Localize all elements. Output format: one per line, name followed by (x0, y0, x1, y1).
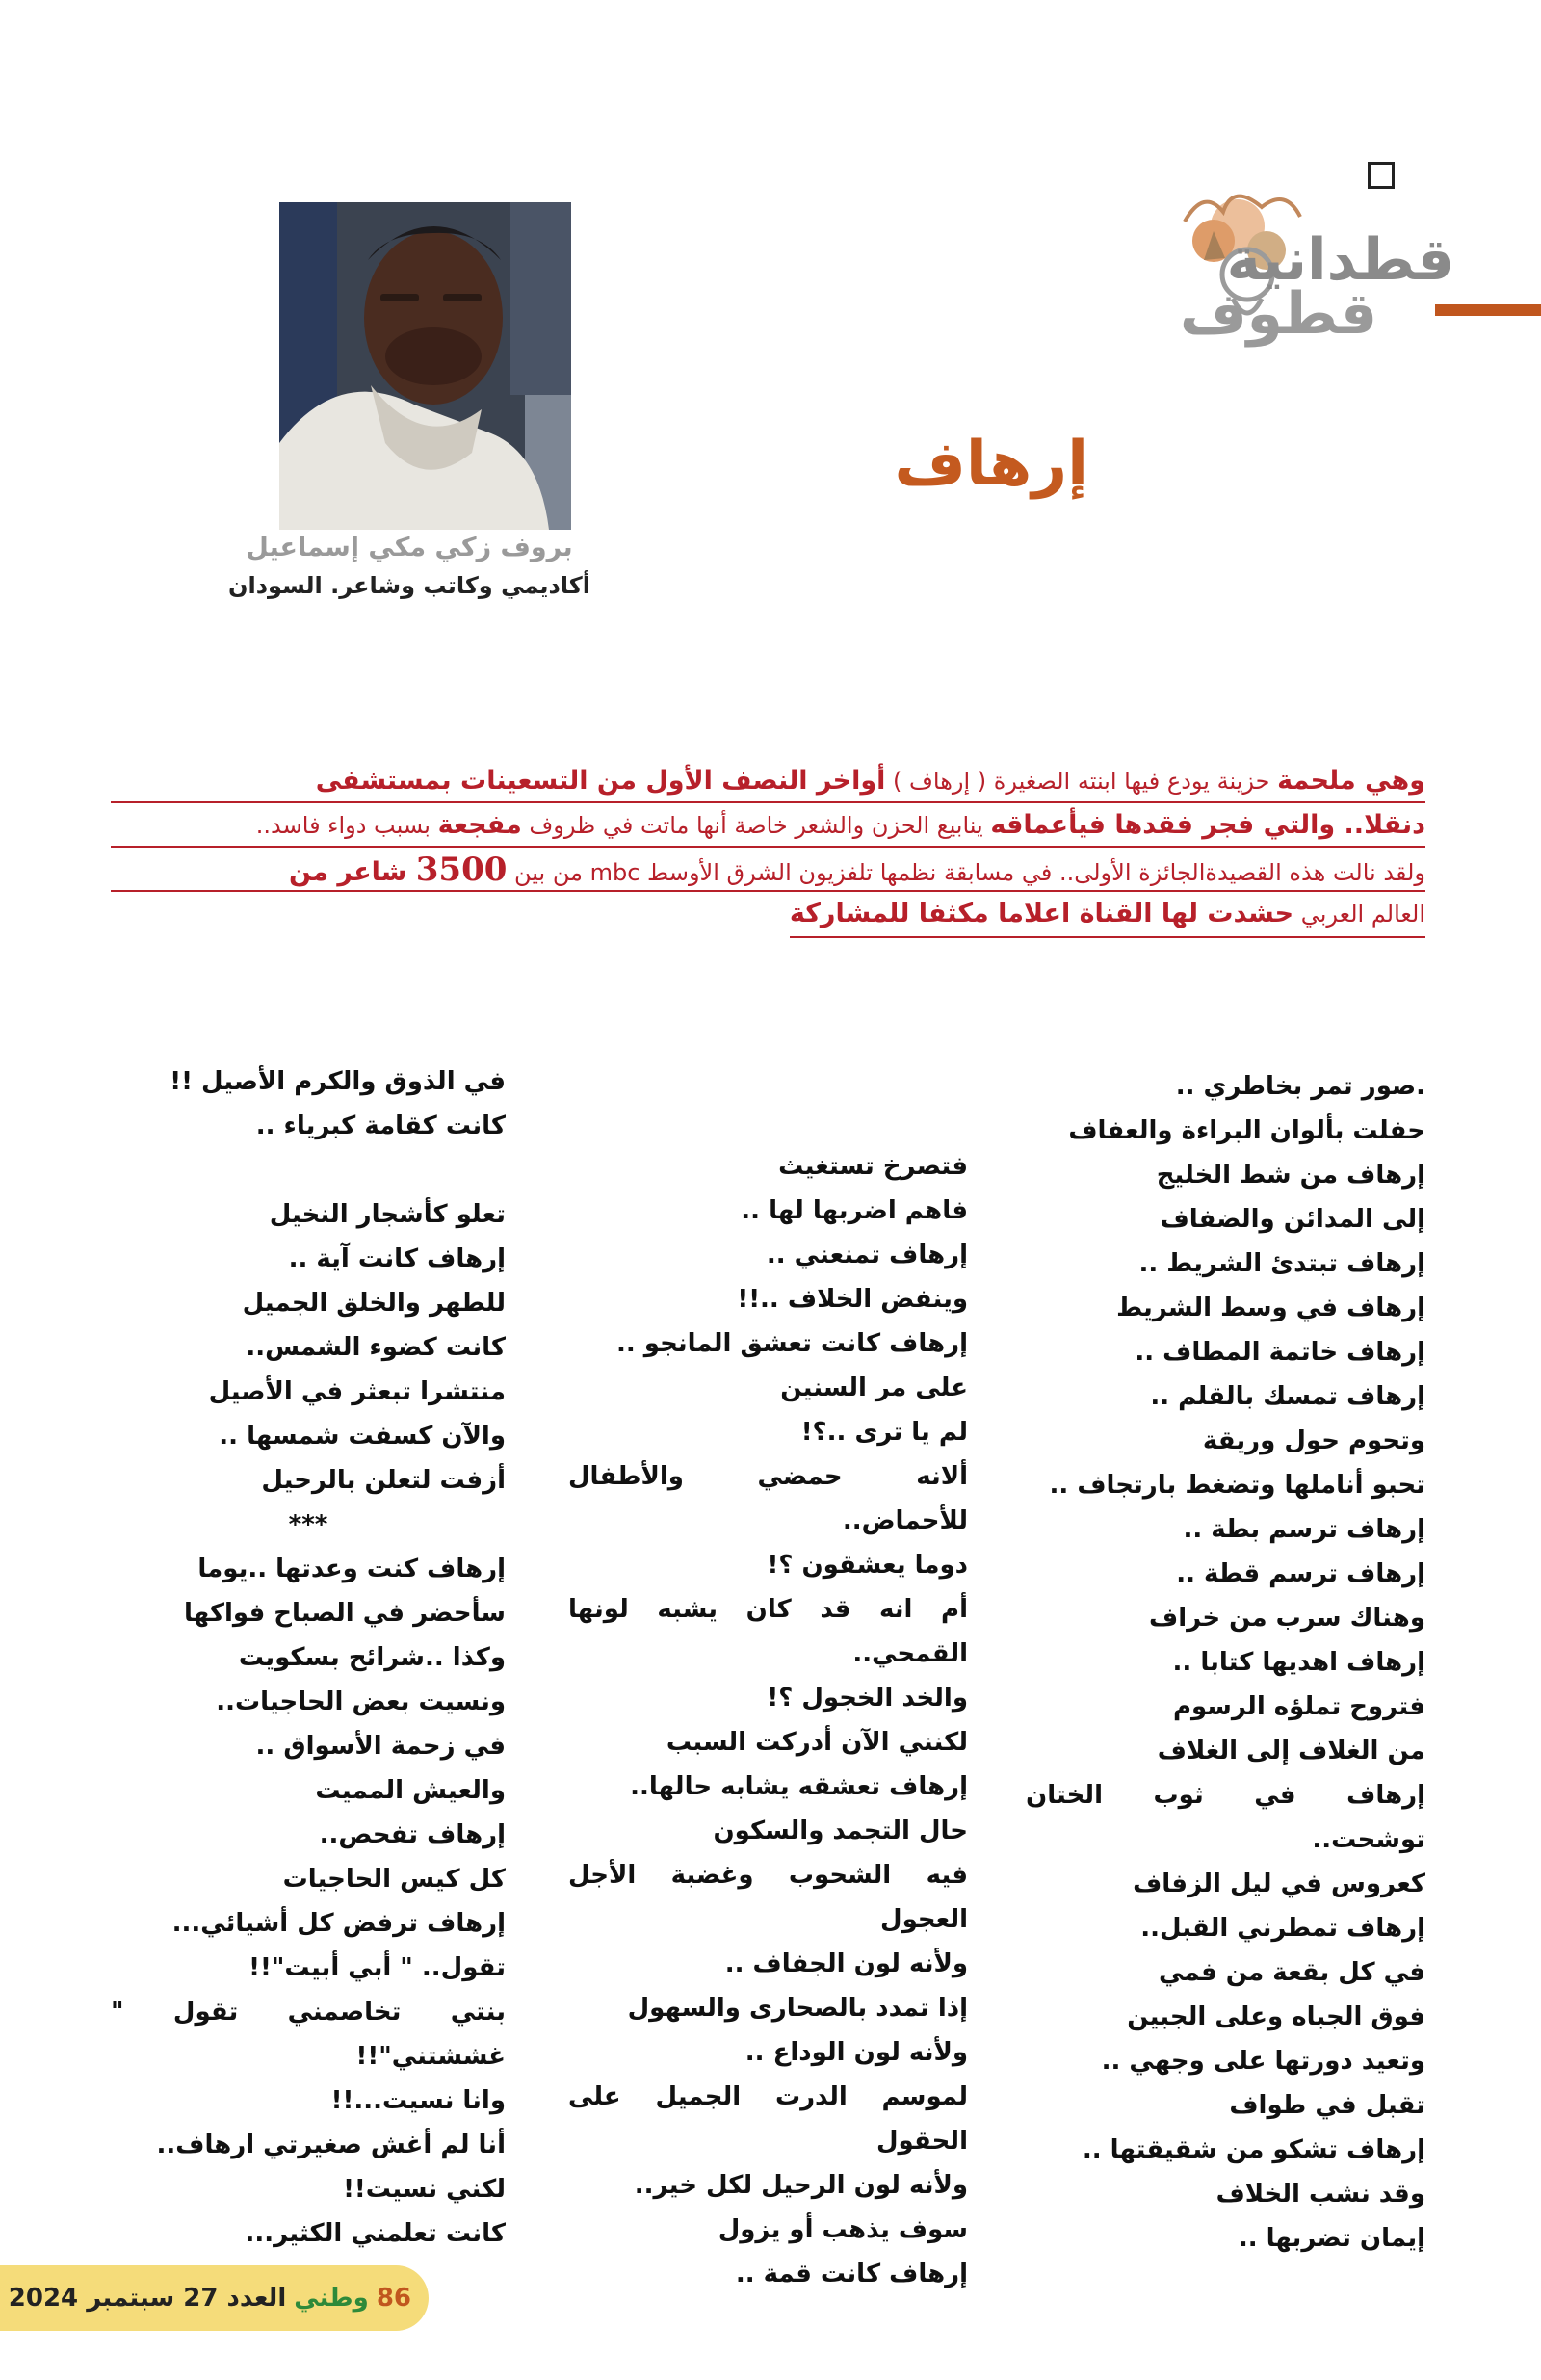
section-rule (1435, 304, 1541, 316)
author-photo (279, 202, 571, 530)
intro-line-1 (111, 759, 1425, 803)
poem-line: إذا تمدد بالصحارى والسهول (627, 1994, 968, 2023)
poem-line: إرهاف كانت تعشق المانجو .. (615, 1329, 968, 1358)
author-title: أكاديمي وكاتب وشاعر. السودان (228, 572, 590, 599)
intro-paragraph (111, 759, 1425, 936)
poem-line: تحبو أناملها وتضغط بارتجاف .. (1049, 1471, 1425, 1500)
page-footer (0, 2265, 429, 2331)
poem-line: إرهاف في وسط الشريط (1116, 1294, 1425, 1322)
poem-line: والعيش المميت (315, 1776, 506, 1805)
poem-line: حال التجمد والسكون (713, 1817, 968, 1845)
poem-line (1026, 1773, 1425, 1818)
poem-line: كانت كضوء الشمس.. (246, 1333, 506, 1362)
poem-line: كعروس في ليل الزفاف (1133, 1870, 1425, 1898)
poem-line: سوف يذهب أو يزول (718, 2215, 968, 2244)
poem-line: دوما يعشقون ؟! (767, 1551, 968, 1580)
poem-word: " (111, 1998, 124, 2027)
poem-line: في الذوق والكرم الأصيل !! (170, 1067, 506, 1096)
intro-text: الجائزة الأولى.. في مسابقة نظمها تلفزيون الشرق الأوسط mbc من بين (507, 859, 1206, 886)
magazine-name: وطني (294, 2284, 369, 2313)
poem-line: كانت تعلمني الكثير... (245, 2219, 506, 2248)
poem-column-right (1026, 1064, 1425, 2261)
poem-word: الشحوب (788, 1861, 892, 1890)
poem-word: تخاصمني (287, 1998, 402, 2027)
poem-line: أزفت لتعلن بالرحيل (261, 1466, 506, 1495)
poem-line: الحقول (876, 2127, 968, 2156)
section-logo-line-2: قطوف (1179, 280, 1377, 348)
poem-line: تعلو كأشجار النخيل (269, 1200, 506, 1229)
poem-word: يشبه (657, 1595, 718, 1624)
poem-line: كل كيس الحاجيات (282, 1865, 506, 1894)
poem-line: ولأنه لون الرحيل لكل خير.. (634, 2171, 968, 2200)
intro-text: أواخر النصف الأول من التسعينات بمستشفى (315, 766, 886, 796)
author-name: بروف زكي مكي إسماعيل (246, 533, 573, 562)
poem-line: فاهم اضربها لها .. (741, 1196, 968, 1225)
poem-line: إرهاف تفحص.. (319, 1820, 506, 1849)
poem-word: ألانه (916, 1462, 968, 1491)
poem-line: إرهاف تمنعني .. (766, 1241, 968, 1269)
poem-line: إلى المدائن والضفاف (1160, 1205, 1425, 1234)
poem-line: للأحماض.. (842, 1506, 968, 1535)
poem-word: انه (878, 1595, 913, 1624)
poem-line: فتروح تملؤه الرسوم (1172, 1692, 1425, 1721)
poem-word: والأطفال (568, 1462, 684, 1491)
intro-text: ينابيع الحزن والشعر خاصة أنها ماتت في ظروف (521, 812, 991, 839)
poem-line: إيمان تضربها .. (1238, 2224, 1425, 2253)
poem-line: على مر السنين (780, 1373, 968, 1402)
intro-line-2 (111, 803, 1425, 848)
intro-text: ولقد نالت هذه القصيدة (1205, 859, 1425, 886)
section-logo (1069, 226, 1454, 348)
poem-line: توشحت.. (1312, 1825, 1425, 1854)
poem-line: إرهاف من شط الخليج (1156, 1161, 1425, 1190)
poem-word: الختان (1026, 1781, 1103, 1810)
poem-line: وتعيد دورتها على وجهي .. (1101, 2047, 1425, 2076)
poem-line: في زحمة الأسواق .. (255, 1732, 506, 1761)
poem-line (111, 1148, 506, 1192)
poem-line (568, 2075, 968, 2119)
poem-line: .صور تمر بخاطري .. (1175, 1072, 1425, 1101)
poem-line: للطهر والخلق الجميل (242, 1289, 506, 1318)
poem-line: لكني نسيت!! (343, 2175, 506, 2204)
poem-line: سأحضر في الصباح فواكها (183, 1599, 506, 1628)
intro-text: حشدت لها القناة اعلاما مكثفا للمشاركة (789, 899, 1294, 928)
intro-text: وهي ملحمة (1277, 766, 1425, 796)
poem-line: القمحي.. (852, 1639, 968, 1668)
poem-title: إرهاف (894, 429, 1088, 500)
poem-line: لم يا ترى ..؟! (800, 1418, 968, 1447)
intro-line-4 (111, 892, 1425, 936)
poem-line: وتحوم حول وريقة (1202, 1426, 1425, 1455)
poem-line: وهناك سرب من خراف (1149, 1604, 1425, 1633)
poem-line: ولأنه لون الوداع .. (744, 2038, 968, 2067)
poem-line: إرهاف تشكو من شقيقتها .. (1082, 2135, 1425, 2164)
poem-word: كان (745, 1595, 792, 1624)
poem-line: العجول (880, 1905, 968, 1934)
intro-text: حزينة يودع فيها ابنته الصغيرة ( إرهاف ) (885, 768, 1278, 795)
poem-line: منتشرا تبعثر في الأصيل (208, 1377, 506, 1406)
poem-line: إرهاف كانت آية .. (288, 1244, 506, 1273)
intro-line-3 (111, 848, 1425, 892)
poem-line (111, 1990, 506, 2034)
poem-word: أم (941, 1595, 968, 1624)
intro-text: أعماقه (990, 810, 1079, 840)
poem-line: وينفض الخلاف ..!! (737, 1285, 968, 1314)
poem-word: الجميل (655, 2082, 742, 2111)
poem-word: حمضي (757, 1462, 843, 1491)
poem-line: فوق الجباه وعلى الجبين (1127, 2002, 1425, 2031)
poem-line: تقبل في طواف (1229, 2091, 1425, 2120)
poem-word: قد (820, 1595, 851, 1624)
poem-word: لونها (568, 1595, 629, 1624)
poem-word: الدرت (774, 2082, 848, 2111)
poem-line: والخد الخجول ؟! (767, 1684, 968, 1713)
issue-info: العدد 27 سبتمبر 2024 (8, 2284, 287, 2313)
intro-number: 3500 (415, 850, 508, 889)
section-logo-line-1: قطدانية (1226, 226, 1454, 294)
poem-word: فيه (926, 1861, 968, 1890)
poem-line: إرهاف تمطرني القبل.. (1140, 1914, 1425, 1943)
intro-text: مفجعة (437, 810, 522, 840)
poem-word: في (1254, 1781, 1296, 1810)
poem-word: وغضبة (670, 1861, 754, 1890)
poem-line: ونسيت بعض الحاجيات.. (216, 1687, 506, 1716)
poem-line: غششتني"!! (355, 2042, 506, 2071)
poem-line: إرهاف ترسم قطة .. (1176, 1559, 1425, 1588)
poem-line: إرهاف تبتدئ الشريط .. (1138, 1249, 1425, 1278)
poem-line: إرهاف تعشقه يشابه حالها.. (630, 1772, 968, 1801)
poem-line: إرهاف كنت وعدتها ..يوما (197, 1555, 506, 1583)
intro-text: العالم العربي (1293, 901, 1425, 928)
page-number: 86 (376, 2284, 411, 2313)
poem-line: لكنني الآن أدركت السبب (666, 1728, 968, 1757)
poem-line: ولأنه لون الجفاف .. (724, 1949, 968, 1978)
poem-word: تقول (172, 1998, 239, 2027)
poem-word: على (568, 2082, 621, 2111)
poem-column-middle (568, 1144, 968, 2296)
poem-line: والآن كسفت شمسها .. (219, 1422, 506, 1451)
poem-line: وانا نسيت...!! (330, 2086, 506, 2115)
poem-line: أنا لم أغش صغيرتي ارهاف.. (156, 2131, 506, 2159)
poem-line: إرهاف ترسم بطة .. (1183, 1515, 1425, 1544)
poem-line: إرهاف اهديها كتابا .. (1172, 1648, 1425, 1677)
poem-line: إرهاف خاتمة المطاف .. (1135, 1338, 1425, 1367)
corner-checkbox-square (1368, 162, 1395, 189)
poem-line (568, 1853, 968, 1897)
poem-word: بنتي (450, 1998, 506, 2027)
poem-line: كانت كقامة كبرياء .. (255, 1112, 506, 1140)
poem-line: وكذا ..شرائح بسكويت (238, 1643, 506, 1672)
poem-word: الأجل (568, 1861, 637, 1890)
poem-word: إرهاف (1346, 1781, 1425, 1810)
poem-line: *** (288, 1510, 328, 1539)
poem-line (568, 1454, 968, 1499)
poem-line: إرهاف كانت قمة .. (735, 2260, 968, 2288)
intro-text: بسبب دواء فاسد.. (255, 812, 438, 839)
poem-word: لموسم (881, 2082, 968, 2111)
poem-line (568, 1587, 968, 1632)
intro-text: شاعر من (289, 857, 416, 887)
poem-line: من الغلاف إلى الغلاف (1157, 1737, 1425, 1765)
poem-line: إرهاف ترفض كل أشيائي... (171, 1909, 506, 1938)
poem-word: ثوب (1153, 1781, 1204, 1810)
poem-line: في كل بقعة من فمي (1158, 1958, 1425, 1987)
poem-column-left (111, 1059, 506, 2256)
poem-line: فتصرخ تستغيث (778, 1152, 968, 1181)
poem-line: وقد نشب الخلاف (1215, 2180, 1425, 2209)
poem-line: إرهاف تمسك بالقلم .. (1150, 1382, 1425, 1411)
poem-line: حفلت بألوان البراءة والعفاف (1068, 1116, 1425, 1145)
poem-line: تقول.. " أبي أبيت"!! (248, 1953, 506, 1982)
intro-text: دنقلا.. والتي فجر فقدها في (1078, 810, 1425, 840)
